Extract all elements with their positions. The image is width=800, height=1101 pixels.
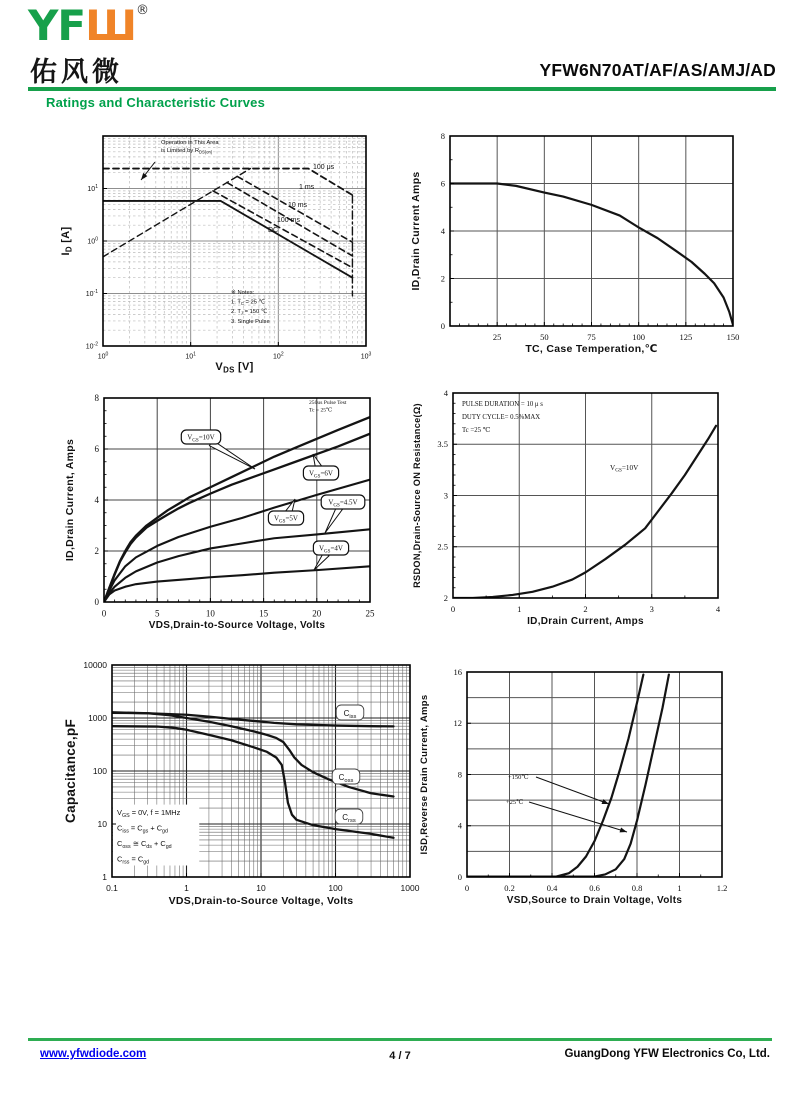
svg-text:3: 3 <box>443 490 448 501</box>
svg-text:101: $10^1$ <box>87 184 98 193</box>
svg-text:4: 4 <box>94 495 99 506</box>
svg-text:+150℃: +150℃ <box>508 774 529 781</box>
isd-vs-vsd-chart <box>405 648 780 920</box>
svg-text:1000: 1000 <box>400 883 420 893</box>
svg-text:PULSE DURATION = 10 μ s: PULSE DURATION = 10 μ s <box>462 401 543 408</box>
svg-text:150: 150 <box>726 332 740 342</box>
svg-text:8: 8 <box>440 130 445 141</box>
svg-text:1000: 1000 <box>88 712 107 723</box>
series-rdson-curve <box>453 426 716 598</box>
svg-text:1: 1 <box>184 883 189 893</box>
logo-chinese-text: 佑风微 <box>30 57 123 87</box>
registered-trademark-icon: ® <box>136 3 149 18</box>
company-name: GuangDong YFW Electronics Co, Ltd. <box>564 1048 770 1060</box>
svg-text:10: 10 <box>256 883 266 893</box>
svg-text:125: 125 <box>679 332 693 342</box>
svg-text:12: 12 <box>453 718 462 729</box>
svg-text:20: 20 <box>312 608 322 619</box>
svg-text:DC: DC <box>268 227 279 234</box>
svg-text:VSD,Source to Drain Voltage, V: VSD,Source to Drain Voltage, Volts <box>506 895 683 906</box>
svg-text:10-2: $10^{-2}$ <box>85 341 98 351</box>
svg-text:VDS,Drain-to-Source Voltage, V: VDS,Drain-to-Source Voltage, Volts <box>148 620 326 631</box>
svg-text:0.1: 0.1 <box>106 883 118 893</box>
svg-text:2: 2 <box>443 592 448 603</box>
svg-text:10-1: $10^{-1}$ <box>85 289 98 298</box>
svg-text:Crss = Cgd: $C_{rss} = C_{gd}$ <box>117 854 150 866</box>
svg-text:100: $10^0$ <box>97 351 109 361</box>
svg-text:4: 4 <box>443 387 448 398</box>
svg-text:ID,Drain Current, Amps: ID,Drain Current, Amps <box>527 616 644 627</box>
svg-text:0: 0 <box>457 871 462 882</box>
svg-text:10: 10 <box>97 818 107 829</box>
svg-text:VDS,Drain-to-Source Voltage, V: VDS,Drain-to-Source Voltage, Volts <box>168 895 354 907</box>
svg-text:Ciss = Cgs + Cgd: $C_{iss} = C_{gs} + C_{gd}$ <box>117 823 168 835</box>
svg-text:50: 50 <box>540 332 549 342</box>
svg-text:10 ms: 10 ms <box>288 202 308 209</box>
svg-text:0.4: 0.4 <box>546 883 558 893</box>
soa-chart <box>55 120 395 378</box>
svg-text:100: 100 <box>328 883 343 893</box>
svg-text:250us Pulse Test: 250us Pulse Test <box>309 400 347 406</box>
svg-text:Crss: $C_{rss}$ <box>342 813 356 824</box>
output-characteristics-chart <box>55 385 400 640</box>
svg-text:VGS = 0V, f = 1MHz: $V_{GS} = 0V$, f = 1MHz <box>117 808 181 819</box>
svg-text:1: 1 <box>102 871 107 882</box>
footer-divider <box>28 1038 772 1041</box>
svg-text:VGS=4.5V: $V_{GS}=4.5V$ <box>328 498 358 509</box>
svg-text:TC, Case Temperation,℃: TC, Case Temperation,℃ <box>525 343 658 355</box>
svg-text:10: 10 <box>205 608 215 619</box>
svg-text:Operation in This Area: Operation in This Area <box>161 140 219 146</box>
logo-w-glyph: Ш <box>85 1 136 50</box>
svg-text:6: 6 <box>94 444 99 455</box>
svg-text:VGS=5V: $V_{GS}=5V$ <box>273 514 299 525</box>
header-divider <box>28 87 776 91</box>
svg-text:4: 4 <box>440 225 445 236</box>
svg-text:0.2: 0.2 <box>504 883 515 893</box>
svg-text:4: 4 <box>457 820 462 831</box>
svg-text:Tc = 25℃: Tc = 25℃ <box>309 407 333 414</box>
svg-text:2: 2 <box>94 546 99 557</box>
svg-text:100 ms: 100 ms <box>277 217 300 224</box>
part-number-title: YFW6N70AT/AF/AS/AMJ/AD <box>539 60 776 80</box>
svg-text:100: 100 <box>92 765 107 776</box>
svg-text:100 μs: 100 μs <box>313 164 335 171</box>
svg-text:4: 4 <box>715 604 721 614</box>
page-indicator: 4 / 7 <box>389 1050 411 1062</box>
section-title: Ratings and Characteristic Curves <box>46 95 266 110</box>
id-vs-tc-chart <box>405 120 765 365</box>
series-temp-150c <box>467 675 643 877</box>
svg-text:3.5: 3.5 <box>437 439 448 450</box>
rdson-vs-id-chart <box>405 380 775 632</box>
svg-text:1: 1 <box>677 883 682 893</box>
svg-text:0.6: 0.6 <box>589 883 600 893</box>
svg-text:0: 0 <box>450 604 456 614</box>
svg-text:3. Single Pulse: 3. Single Pulse <box>231 318 270 325</box>
svg-text:Coss: $C_{oss}$ <box>338 773 354 784</box>
svg-text:Ciss: $C_{iss}$ <box>343 709 357 720</box>
website-link[interactable]: www.yfwdiode.com <box>40 1048 147 1060</box>
svg-text:0: 0 <box>94 597 99 608</box>
svg-text:100: $10^0$ <box>87 236 98 246</box>
svg-text:0.8: 0.8 <box>631 883 643 893</box>
svg-text:1.2: 1.2 <box>716 883 728 893</box>
svg-text:VGS=10V: $V_{GS}=10V$ <box>610 464 639 474</box>
svg-text:8: 8 <box>94 393 99 404</box>
svg-text:VGS=4V: $V_{GS}=4V$ <box>318 544 344 555</box>
svg-text:ISD,Reverse Drain Current, Amp: ISD,Reverse Drain Current, Amps <box>419 694 430 855</box>
svg-text:1. TC = 25 ℃: 1. $T_C = 25$ ℃ <box>231 299 266 306</box>
svg-text:25: 25 <box>492 332 502 342</box>
svg-text:※ Notes:: ※ Notes: <box>231 290 255 296</box>
svg-text:2.5: 2.5 <box>437 541 448 552</box>
svg-text:2. TJ = 150 ℃: 2. $T_J = 150$ ℃ <box>231 309 268 316</box>
svg-text:3: 3 <box>649 604 654 614</box>
svg-text:5: 5 <box>154 608 160 619</box>
svg-text:2: 2 <box>583 604 588 614</box>
svg-text:is Limited by RDS(on): is Limited by $R_{DS(on)}$ <box>161 148 213 155</box>
svg-text:ID [A]: $I_D$ [A] <box>60 226 74 256</box>
series-vgs-4p5v <box>104 529 370 602</box>
series-temp-25c <box>467 675 669 877</box>
company-logo <box>28 1 149 50</box>
svg-text:103: $10^3$ <box>360 351 372 361</box>
svg-text:2: 2 <box>440 273 445 284</box>
svg-text:25: 25 <box>365 608 375 619</box>
svg-text:1: 1 <box>517 604 522 614</box>
svg-text:8: 8 <box>457 769 462 780</box>
svg-text:Capacitance,pF: Capacitance,pF <box>63 719 78 823</box>
svg-text:ID,Drain Current Amps: ID,Drain Current Amps <box>410 171 422 291</box>
capacitance-chart <box>55 648 427 920</box>
svg-text:Tc =25 ℃: Tc =25 ℃ <box>462 427 491 434</box>
svg-text:75: 75 <box>587 332 596 342</box>
svg-text:RSDON,Drain-Source ON Resistan: RSDON,Drain-Source ON Resistance(Ω) <box>412 403 422 588</box>
svg-text:102: $10^2$ <box>273 351 284 361</box>
svg-text:6: 6 <box>440 178 445 189</box>
svg-text:10000: 10000 <box>83 659 107 670</box>
svg-text:16: 16 <box>453 666 462 677</box>
svg-text:VGS=6V: $V_{GS}=6V$ <box>308 469 334 480</box>
svg-text:0: 0 <box>464 883 470 893</box>
svg-text:0: 0 <box>440 320 445 331</box>
svg-text:ID,Drain Current, Amps: ID,Drain Current, Amps <box>64 438 76 562</box>
svg-text:100: 100 <box>632 332 646 342</box>
svg-text:DUTY CYCLE= 0.5%MAX: DUTY CYCLE= 0.5%MAX <box>462 414 541 421</box>
svg-text:VDS [V]: $V_{DS}$ [V] <box>215 361 254 375</box>
svg-text:VGS=10V: $V_{GS}=10V$ <box>187 433 215 444</box>
svg-text:+25℃: +25℃ <box>506 799 524 806</box>
svg-text:0: 0 <box>101 608 107 619</box>
series-dc <box>103 201 352 278</box>
series-vgs-4v <box>104 566 370 602</box>
svg-text:101: $10^1$ <box>185 351 196 361</box>
svg-text:Coss ≅ Cds + Cgd: $C_{oss}$ ≅ $C_{ds} + C_{gd}$ <box>117 839 172 850</box>
svg-text:1 ms: 1 ms <box>299 184 315 191</box>
svg-text:15: 15 <box>259 608 269 619</box>
logo-yf-text: YF <box>28 1 86 50</box>
